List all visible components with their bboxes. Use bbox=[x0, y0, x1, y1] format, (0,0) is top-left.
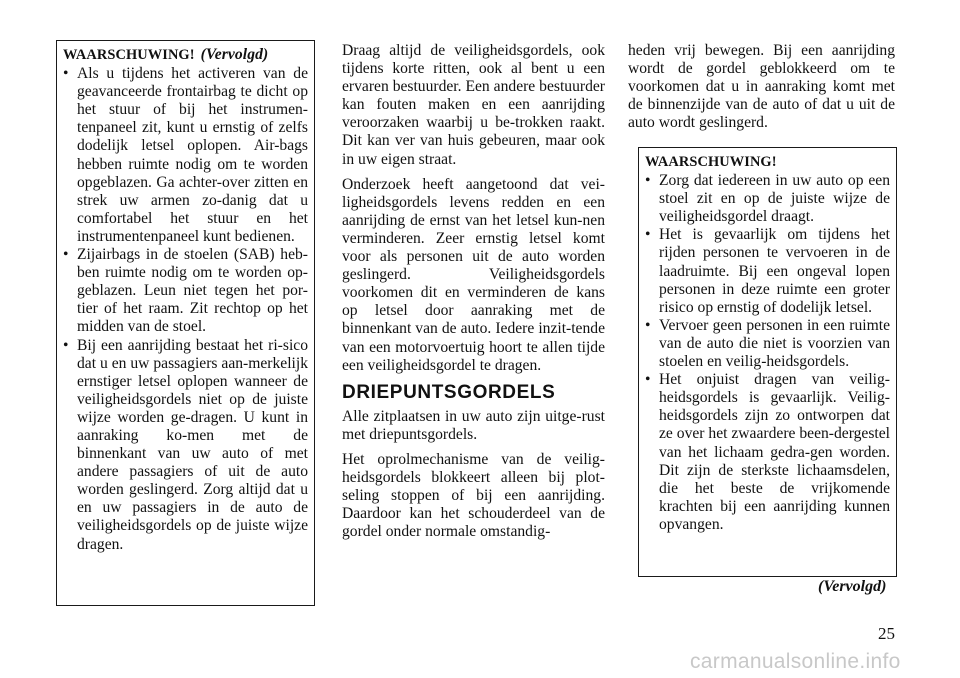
section-title: DRIEPUNTSGORDELS bbox=[342, 381, 556, 403]
left-warning-item-text: Zijairbags in de stoelen (SAB) heb-ben ruimte nodig om te worden op-geblazen. Leun niet tegen het por-tier of het raam. Zit rechtop op het midden van de stoel. bbox=[77, 246, 308, 336]
right-warning-item bbox=[645, 226, 890, 316]
left-warning-heading bbox=[63, 46, 308, 64]
bullet-icon: • bbox=[645, 226, 651, 244]
right-column bbox=[628, 42, 895, 132]
left-warning-list bbox=[63, 65, 308, 554]
right-warning-list bbox=[645, 172, 890, 534]
section-paragraph: Het oprolmechanisme van de veilig-heidsgordels blokkeert alleen bij plot-seling stoppen of bij een aanrijding. Daardoor kan het schouderdeel van de gordel onder normale omstandig- bbox=[342, 450, 605, 541]
bullet-icon: • bbox=[63, 246, 69, 264]
right-warning-box bbox=[638, 147, 897, 577]
section-paragraph: Alle zitplaatsen in uw auto zijn uitge-rust met driepuntsgordels. bbox=[342, 407, 605, 443]
right-warning-item bbox=[645, 317, 890, 371]
bullet-icon: • bbox=[63, 65, 69, 83]
right-warning-heading: WAARSCHUWING! bbox=[645, 154, 777, 170]
right-warning-item bbox=[645, 371, 890, 534]
bullet-icon: • bbox=[645, 371, 651, 389]
left-warning-item-text: Bij een aanrijding bestaat het ri-sico dat u en uw passagiers aan-merkelijk ernstiger letsel oplopen wanneer de veiligheidsgordels niet op de juiste wijze worden ge-dragen. U kunt in aanraking ko-men met de binnenkant van uw auto of met andere passagiers of uit de auto worden geslingerd. Zorg altijd dat u en uw passagiers in de auto de veiligheidsgordels op de juiste wijze dragen. bbox=[77, 336, 308, 553]
middle-column bbox=[342, 42, 605, 548]
left-warning-box bbox=[56, 40, 315, 606]
continued-label: (Vervolgd) bbox=[818, 578, 887, 595]
page-number: 25 bbox=[878, 624, 895, 643]
right-warning-item-text: Vervoer geen personen in een ruimte van de auto die niet is voorzien van stoelen en veilig-heidsgordels. bbox=[659, 316, 890, 371]
left-warning-heading-text: WAARSCHUWING! bbox=[63, 47, 195, 63]
middle-paragraph: Draag altijd de veiligheidsgordels, ook tijdens korte ritten, ook al bent u een ervaren bestuurder. Een andere bestuurder kan fouten maken en een aanrijding veroorzaken waarbij u be-trokken raakt. Dit kan ver van huis gebeuren, maar ook in uw eigen straat. bbox=[342, 42, 605, 168]
bullet-icon: • bbox=[63, 336, 69, 354]
middle-paragraph: Onderzoek heeft aangetoond dat vei-ligheidsgordels levens redden en een aanrijding de ernst van het letsel kun-nen verminderen. Zeer ernstig letsel komt voor als personen uit de auto worden geslingerd. Veiligheidsgordels voorkomen dit en verminderen de kans op letsel door aanraking met de binnenkant van de auto. Iedere inzit-tende van een motorvoertuig hoort te allen tijde een veiligheidsgordel te dragen. bbox=[342, 175, 605, 374]
bullet-icon: • bbox=[645, 172, 651, 190]
right-warning-item-text: Zorg dat iedereen in uw auto op een stoel zit en op de juiste wijze de veiligheidsgordel draagt. bbox=[659, 172, 890, 226]
left-warning-continued: (Vervolgd) bbox=[200, 46, 269, 63]
left-warning-item bbox=[63, 65, 308, 246]
left-warning-item bbox=[63, 337, 308, 554]
bullet-icon: • bbox=[645, 316, 651, 334]
right-warning-item-text: Het onjuist dragen van veilig-heidsgordels is gevaarlijk. Veilig-heidsgordels zijn zo ontworpen dat ze over het zwaardere been-dergestel van het lichaam gedra-gen worden. Dit zijn de sterkste lichaamsdelen, die het beste de vrijkomende krachten bij een aanrijding kunnen opvangen. bbox=[659, 371, 890, 533]
right-warning-item-text: Het is gevaarlijk om tijdens het rijden personen te vervoeren in de laadruimte. Bij een ongeval lopen personen in deze ruimte een groter risico op ernstig of dodelijk letsel. bbox=[659, 226, 890, 316]
right-intro-paragraph: heden vrij bewegen. Bij een aanrijding wordt de gordel geblokkeerd om te voorkomen dat u in aanraking komt met de binnenzijde van de auto of dat u uit de auto wordt geslingerd. bbox=[628, 42, 895, 132]
watermark: carmanualsonline.info bbox=[690, 650, 901, 673]
left-warning-item bbox=[63, 246, 308, 336]
left-warning-item-text: Als u tijdens het activeren van de geavanceerde frontairbag te dicht op het stuur of bij het instrumen-tenpaneel zit, kunt u ernstig of zelfs dodelijk letsel oplopen. Air-bags hebben ruimte nodig om te worden opgeblazen. Ga achter-over zitten en strek uw armen zo-danig dat u comfortabel het stuur en het instrumentenpaneel kunt bedienen. bbox=[77, 65, 308, 245]
right-warning-item bbox=[645, 172, 890, 226]
